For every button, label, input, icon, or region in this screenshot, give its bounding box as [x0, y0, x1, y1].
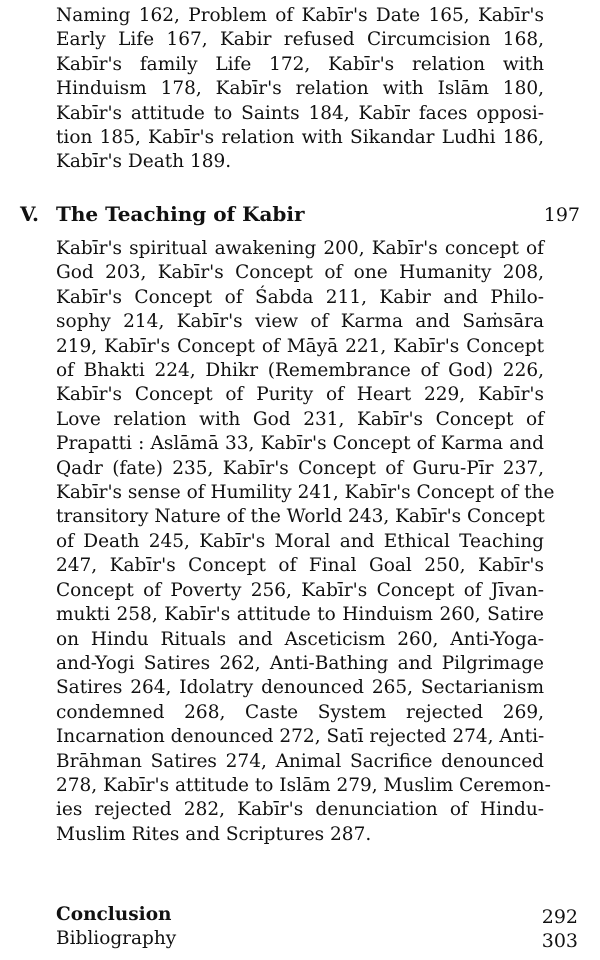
- chapter-page-number: 197: [543, 204, 580, 226]
- entry-line: Incarnation denounced 272, Satī rejected 274, Anti-: [56, 726, 545, 748]
- entry-line: on Hindu Rituals and Asceticism 260, Anti-Yoga-: [56, 628, 544, 650]
- entry-line: Brāhman Satires 274, Animal Sacrifice denounced: [56, 750, 544, 772]
- chapter-number: V.: [20, 202, 39, 226]
- entry-line: Kabīr's sense of Humility 241, Kabīr's Concept of the: [56, 482, 555, 504]
- entry-line: Hinduism 178, Kabīr's relation with Islām 180,: [56, 78, 544, 100]
- entry-line: Concept of Poverty 256, Kabīr's Concept of Jīvan-: [56, 579, 544, 601]
- entry-line: Kabīr's family Life 172, Kabīr's relation with: [56, 53, 544, 75]
- entry-line: Kabīr's attitude to Saints 184, Kabīr faces opposi-: [56, 102, 544, 124]
- chapter-title: The Teaching of Kabir: [56, 202, 305, 226]
- entry-line: Satires 264, Idolatry denounced 265, Sectarianism: [56, 677, 544, 699]
- entry-line: of Death 245, Kabīr's Moral and Ethical Teaching: [56, 530, 544, 552]
- entry-line: Prapatti : Aslāmā 33, Kabīr's Concept of Karma and: [56, 433, 544, 455]
- entry-line: transitory Nature of the World 243, Kabīr's Concept: [56, 506, 545, 528]
- entry-line: God 203, Kabīr's Concept of one Humanity 208,: [56, 262, 544, 284]
- entry-line: Qadr (fate) 235, Kabīr's Concept of Guru-Pīr 237,: [56, 457, 544, 479]
- conclusion-page-number: 292: [541, 906, 578, 928]
- entry-line: mukti 258, Kabīr's attitude to Hinduism 260, Satire: [56, 604, 544, 626]
- entry-line: 219, Kabīr's Concept of Māyā 221, Kabīr's Concept: [56, 335, 544, 357]
- entry-line: 247, Kabīr's Concept of Final Goal 250, Kabīr's: [56, 555, 544, 577]
- bibliography-title: Bibliography: [56, 928, 177, 949]
- entry-line: and-Yogi Satires 262, Anti-Bathing and Pilgrimage: [56, 652, 544, 674]
- previous-chapter-entries: [56, 4, 544, 175]
- entry-line: Kabīr's Concept of Śabda 211, Kabir and Philo-: [56, 286, 544, 308]
- entry-line: Kabīr's Death 189.: [56, 151, 232, 173]
- chapter-entries: [56, 237, 555, 847]
- conclusion-title: Conclusion: [56, 904, 172, 925]
- entry-line: Early Life 167, Kabir refused Circumcision 168,: [56, 29, 544, 51]
- entry-line: Love relation with God 231, Kabīr's Concept of: [56, 408, 544, 430]
- entry-line: Kabīr's Concept of Purity of Heart 229, Kabīr's: [56, 384, 544, 406]
- entry-line: Kabīr's spiritual awakening 200, Kabīr's concept of: [56, 238, 544, 259]
- entry-line: tion 185, Kabīr's relation with Sikandar Ludhi 186,: [56, 127, 544, 149]
- entry-line: condemned 268, Caste System rejected 269,: [56, 701, 544, 723]
- entry-line: 278, Kabīr's attitude to Islām 279, Muslim Ceremon-: [56, 774, 551, 796]
- entry-line: Naming 162, Problem of Kabīr's Date 165, Kabīr's: [56, 5, 544, 26]
- entry-line: of Bhakti 224, Dhikr (Remembrance of God) 226,: [56, 360, 544, 382]
- bibliography-page-number: 303: [541, 930, 578, 952]
- entry-line: Muslim Rites and Scriptures 287.: [56, 823, 372, 845]
- entry-line: ies rejected 282, Kabīr's denunciation of Hindu-: [56, 799, 544, 821]
- entry-line: sophy 214, Kabīr's view of Karma and Saṁsāra: [56, 311, 544, 333]
